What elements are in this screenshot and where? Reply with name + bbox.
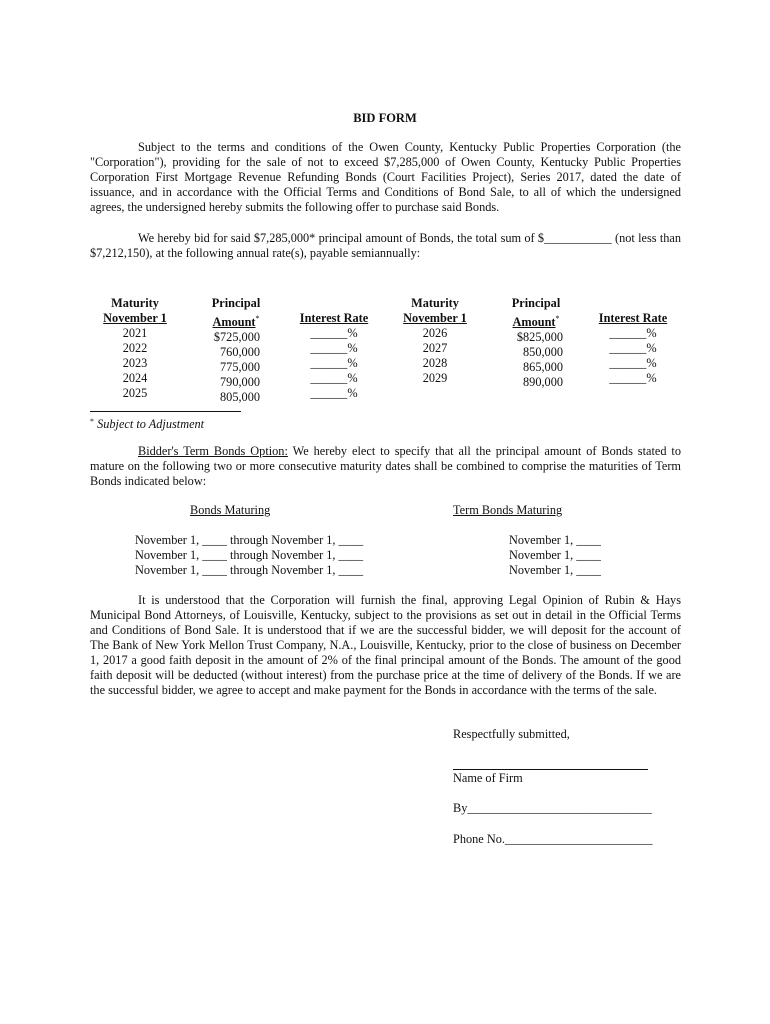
principal-amount: $825,000 xyxy=(516,330,563,345)
footnote-text: Subject to Adjustment xyxy=(97,417,205,431)
principal-amount: 775,000 xyxy=(220,360,260,375)
interest-rate-blank: ______% xyxy=(310,371,358,385)
principal-amount: 850,000 xyxy=(523,345,563,360)
interest-rate-blank: ______% xyxy=(310,386,358,400)
interest-rate-blank: ______% xyxy=(310,341,358,355)
maturity-header: Maturity xyxy=(411,296,459,310)
principal-header-mark: * xyxy=(255,314,260,323)
maturity-header: Maturity xyxy=(111,296,159,310)
interest-rate-blank: ______% xyxy=(310,326,358,340)
footnote xyxy=(90,414,204,432)
left-maturity-column xyxy=(90,296,180,401)
interest-rate-blank: ______% xyxy=(609,356,657,370)
term-bonds-maturing-header: Term Bonds Maturing xyxy=(453,503,563,517)
right-maturity-column xyxy=(390,296,480,386)
maturity-year: 2024 xyxy=(122,371,148,385)
footnote-mark: * xyxy=(90,417,94,426)
bonds-maturing-header: Bonds Maturing xyxy=(190,503,271,517)
intro-paragraph: Subject to the terms and conditions of the Owen County, Kentucky Public Properties Corporation (the "Corporation"), providing for the sale of not to exceed $7,285,000 of Owen County, Kentucky Public Properties Corporation First Mortgage Revenue Refunding Bonds (Court Facilities Project), Series 2017, dated the date of issuance, and in accordance with the Official Terms and Conditions of Bond Sale, to all of which the undersigned agrees, the undersigned hereby submits the following offer to purchase said Bonds. xyxy=(90,140,681,214)
interest-rate-blank: ______% xyxy=(310,356,358,370)
interest-rate-blank: ______% xyxy=(609,326,657,340)
right-principal-column xyxy=(496,296,576,390)
firm-name-label: Name of Firm xyxy=(453,771,523,785)
left-rate-column xyxy=(292,311,376,401)
maturity-year: 2027 xyxy=(422,341,448,355)
bid-paragraph: We hereby bid for said $7,285,000* principal amount of Bonds, the total sum of $___________ (not less than $7,212,150), at the following annual rate(s), payable semiannually: xyxy=(90,231,681,260)
interest-rate-blank: ______% xyxy=(609,341,657,355)
right-rate-column xyxy=(591,311,675,386)
maturity-year: 2028 xyxy=(422,356,448,370)
term-bonds-option-text: We hereby elect to specify that all the principal amount of Bonds stated to mature on the following two or more consecutive maturity dates shall be combined to comprise the maturities of Term Bonds indicated below: xyxy=(90,444,682,488)
by-signature-field: By______________________________ xyxy=(453,801,652,815)
bonds-maturing-row: November 1, ____ through November 1, ____ xyxy=(135,563,364,577)
term-bonds-option-paragraph xyxy=(90,444,681,489)
legal-paragraph: It is understood that the Corporation will furnish the final, approving Legal Opinion of Rubin & Hays Municipal Bond Attorneys, of Louisville, Kentucky, subject to the provisions as set out in detail in the Official Terms and Conditions of Bond Sale. It is understood that if we are the successful bidder, we will deposit for the account of The Bank of New York Mellon Trust Company, N.A., Louisville, Kentucky, prior to the close of business on December 1, 2017 a good faith deposit in the amount of 2% of the final principal amount of the Bonds. The amount of the good faith deposit will be deducted (without interest) from the purchase price at the time of delivery of the Bonds. If we are the successful bidder, we agree to accept and make payment for the Bonds in accordance with the terms of the sale. xyxy=(90,593,681,697)
interest-rate-header: Interest Rate xyxy=(299,311,369,325)
bonds-maturing-list xyxy=(135,533,363,578)
left-principal-column xyxy=(196,296,276,405)
bonds-maturing-row: November 1, ____ through November 1, ____ xyxy=(135,533,364,547)
signature-closing: Respectfully submitted, xyxy=(453,727,570,741)
principal-header: Principal xyxy=(511,296,561,310)
phone-number-field: Phone No.________________________ xyxy=(453,832,653,846)
maturity-header-date: November 1 xyxy=(403,311,467,325)
interest-rate-header: Interest Rate xyxy=(598,311,668,325)
maturity-year: 2021 xyxy=(122,326,148,340)
firm-signature-line xyxy=(453,769,648,770)
term-bonds-maturing-list xyxy=(509,533,601,578)
term-bonds-option-label: Bidder's Term Bonds Option: xyxy=(138,444,288,458)
term-bonds-maturing-row: November 1, ____ xyxy=(509,548,601,562)
footnote-divider xyxy=(90,411,241,412)
principal-amount: 890,000 xyxy=(523,375,563,390)
principal-amount: $725,000 xyxy=(213,330,260,345)
term-bonds-maturing-row: November 1, ____ xyxy=(509,533,601,547)
bonds-maturing-row: November 1, ____ through November 1, ____ xyxy=(135,548,364,562)
principal-amount: 760,000 xyxy=(220,345,260,360)
principal-amount: 865,000 xyxy=(523,360,563,375)
principal-amount: 805,000 xyxy=(220,390,260,405)
principal-header-amount: Amount xyxy=(512,315,556,330)
maturity-year: 2026 xyxy=(422,326,448,340)
principal-header-mark: * xyxy=(555,314,560,323)
maturity-year: 2025 xyxy=(122,386,148,400)
term-bonds-maturing-row: November 1, ____ xyxy=(509,563,601,577)
maturity-header-date: November 1 xyxy=(103,311,167,325)
principal-header-amount: Amount xyxy=(212,315,256,330)
maturity-year: 2023 xyxy=(122,356,148,370)
interest-rate-blank: ______% xyxy=(609,371,657,385)
maturity-year: 2029 xyxy=(422,371,448,385)
principal-header: Principal xyxy=(211,296,261,310)
maturity-year: 2022 xyxy=(122,341,148,355)
page-title: BID FORM xyxy=(353,111,417,125)
principal-amount: 790,000 xyxy=(220,375,260,390)
